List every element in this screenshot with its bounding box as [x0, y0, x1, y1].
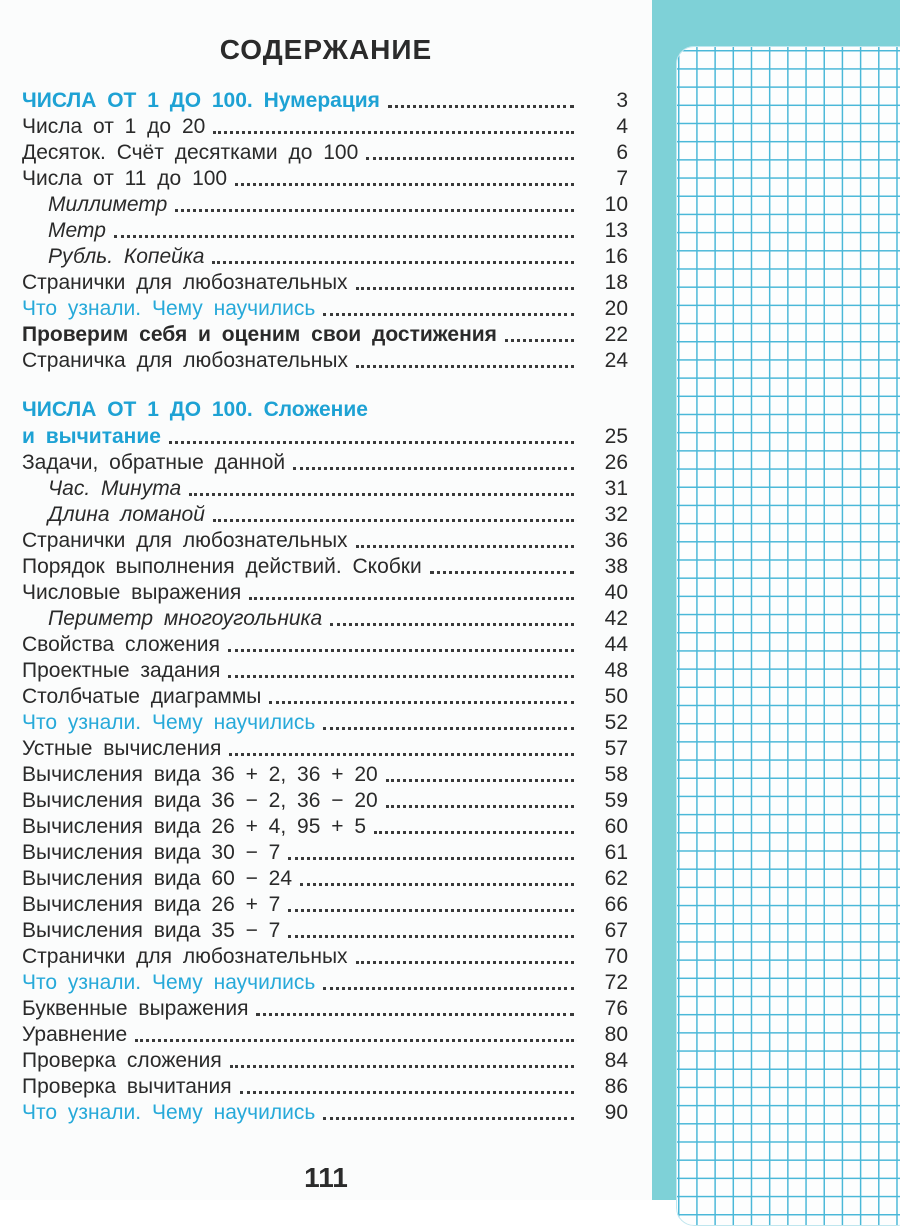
toc-entry-page-number: 57 [604, 737, 628, 760]
dot-leader [189, 493, 574, 496]
dot-leader [228, 675, 574, 678]
dot-leader [386, 779, 574, 782]
dot-leader [228, 649, 574, 652]
dot-leader [288, 909, 574, 912]
toc-entry-page-number: 38 [604, 555, 628, 578]
toc-entry-page-number: 10 [604, 193, 628, 216]
toc-entry-page-number: 42 [604, 607, 628, 630]
toc-entry [48, 192, 628, 218]
dot-leader [374, 831, 574, 834]
toc-entry-page-number: 22 [604, 323, 628, 346]
toc-entry-title: Метр [48, 219, 106, 242]
dot-leader [229, 753, 574, 756]
dot-leader [356, 961, 574, 964]
toc-entry [22, 88, 628, 114]
toc-entry-title: Задачи, обратные данной [22, 451, 286, 474]
toc-entry-page-number: 50 [604, 685, 628, 708]
toc-entry-title: Вычисления вида 36 − 2, 36 − 20 [22, 789, 378, 812]
toc-entry [22, 1074, 628, 1100]
toc-entry [22, 970, 628, 996]
toc-entry-page-number: 24 [604, 349, 628, 372]
dot-leader [288, 857, 574, 860]
toc-entry-page-number: 84 [604, 1049, 628, 1072]
dot-leader [114, 235, 574, 238]
toc-entry-page-number: 40 [604, 581, 628, 604]
dot-leader [240, 1091, 574, 1094]
toc-entry [22, 710, 628, 736]
toc-entry [48, 218, 628, 244]
toc-entry [22, 892, 628, 918]
toc-entry-title: Проектные задания [22, 659, 221, 682]
dot-leader [269, 701, 574, 704]
toc-entry-page-number: 32 [604, 503, 628, 526]
toc-entry-title: Устные вычисления [22, 737, 222, 760]
toc-entry [48, 244, 628, 270]
toc-entry-page-number: 6 [616, 141, 628, 164]
toc-entry-title: Свойства сложения [22, 633, 220, 656]
toc-entry-page-number: 4 [616, 115, 628, 138]
toc-entry-title: Вычисления вида 30 − 7 [22, 841, 281, 864]
toc-entry-title: ЧИСЛА ОТ 1 ДО 100. Нумерация [22, 89, 380, 112]
toc-entry-title: Вычисления вида 35 − 7 [22, 919, 281, 942]
toc-entry-title: Проверка вычитания [22, 1075, 232, 1098]
toc-entry [48, 476, 628, 502]
toc-entry [22, 788, 628, 814]
section-heading-line: ЧИСЛА ОТ 1 ДО 100. Сложение [22, 398, 368, 421]
toc-entry-page-number: 70 [604, 945, 628, 968]
toc-entry-page-number: 3 [616, 89, 628, 112]
dot-leader [300, 883, 574, 886]
toc-entry-title: Проверим себя и оценим свои достижения [22, 323, 497, 346]
toc-entry [22, 554, 628, 580]
toc-entry-page-number: 76 [604, 997, 628, 1020]
toc-entry [22, 580, 628, 606]
toc-entry-page-number: 18 [604, 271, 628, 294]
toc-entry-page-number: 90 [604, 1101, 628, 1124]
toc-entry-title: Странички для любознательных [22, 529, 348, 552]
toc-entry-title: Что узнали. Чему научились [22, 1101, 316, 1124]
dot-leader [249, 597, 574, 600]
toc-entry-title: Порядок выполнения действий. Скобки [22, 555, 422, 578]
toc-entry-page-number: 59 [604, 789, 628, 812]
toc-entry-title: Столбчатые диаграммы [22, 685, 262, 708]
dot-leader [323, 987, 574, 990]
dot-leader [175, 209, 574, 212]
toc-entry [22, 736, 628, 762]
toc-entry-page-number: 31 [604, 477, 628, 500]
toc-entry [22, 114, 628, 140]
toc-entry [22, 840, 628, 866]
toc-entry-title: Что узнали. Чему научились [22, 711, 316, 734]
toc-entry-title: Странички для любознательных [22, 945, 348, 968]
toc-entry-page-number: 26 [604, 451, 628, 474]
toc-entry-page-number: 72 [604, 971, 628, 994]
dot-leader [323, 727, 574, 730]
toc-entry [22, 944, 628, 970]
toc-entry [22, 140, 628, 166]
toc-entry [22, 918, 628, 944]
dot-leader [256, 1013, 574, 1016]
dot-leader [235, 183, 574, 186]
dot-leader [356, 365, 574, 368]
toc-entry-page-number: 36 [604, 529, 628, 552]
toc-entry-title: Десяток. Счёт десятками до 100 [22, 141, 359, 164]
dot-leader [323, 1117, 574, 1120]
toc-entry-title: Вычисления вида 26 + 4, 95 + 5 [22, 815, 367, 838]
toc-entry-title: Уравнение [22, 1023, 128, 1046]
toc-entry [22, 632, 628, 658]
toc-entry-title: Числа от 11 до 100 [22, 167, 228, 190]
dot-leader [386, 805, 574, 808]
toc-entry-title: Проверка сложения [22, 1049, 222, 1072]
dot-leader [356, 545, 574, 548]
dot-leader [430, 571, 574, 574]
toc-entry-page-number: 58 [604, 763, 628, 786]
dot-leader [230, 1065, 574, 1068]
toc-entry-title: Что узнали. Чему научились [22, 297, 316, 320]
toc-entry-page-number: 61 [604, 841, 628, 864]
toc-entry [22, 166, 628, 192]
toc-entry-page-number: 16 [604, 245, 628, 268]
toc-entry-page-number: 20 [604, 297, 628, 320]
toc-entry-title: Страничка для любознательных [22, 349, 348, 372]
toc-entry [48, 606, 628, 632]
toc-entry-title: Рубль. Копейка [48, 245, 205, 268]
toc-entry-title: и вычитание [22, 425, 161, 448]
toc-entry [22, 424, 628, 450]
dot-leader [213, 519, 574, 522]
toc-entry [22, 348, 628, 374]
toc-entry-page-number: 48 [604, 659, 628, 682]
dot-leader [388, 105, 574, 108]
dot-leader [330, 623, 574, 626]
toc-entry [22, 270, 628, 296]
toc-entry-title: Числа от 1 до 20 [22, 115, 206, 138]
toc-entry-title: Час. Минута [48, 477, 182, 500]
toc-entry-title: Вычисления вида 60 − 24 [22, 867, 293, 890]
toc-entry-page-number: 44 [604, 633, 628, 656]
toc-entry [22, 450, 628, 476]
toc-entry [22, 322, 628, 348]
toc-entry-page-number: 62 [604, 867, 628, 890]
toc-entry [22, 528, 628, 554]
toc-entry-page-number: 7 [616, 167, 628, 190]
toc-entry-page-number: 25 [604, 425, 628, 448]
toc-entry [22, 866, 628, 892]
toc-entry-page-number: 52 [604, 711, 628, 734]
toc-entry [22, 296, 628, 322]
page-number: 111 [304, 1162, 348, 1193]
toc-entry [22, 1048, 628, 1074]
toc-entry-title: Что узнали. Чему научились [22, 971, 316, 994]
toc-entry [22, 762, 628, 788]
toc-entry [22, 1100, 628, 1126]
toc-entry [22, 1022, 628, 1048]
toc-entry [22, 814, 628, 840]
toc-entry-title: Периметр многоугольника [48, 607, 323, 630]
page-title: СОДЕРЖАНИЕ [219, 34, 433, 65]
dot-leader [505, 339, 574, 342]
dot-leader [288, 935, 574, 938]
toc-entry [48, 502, 628, 528]
dot-leader [169, 441, 574, 444]
toc-entry-page-number: 86 [604, 1075, 628, 1098]
toc-entry [22, 996, 628, 1022]
toc-entry-title: Числовые выражения [22, 581, 242, 604]
toc-entry-page-number: 60 [604, 815, 628, 838]
toc-entry-title: Странички для любознательных [22, 271, 348, 294]
toc-entry-title: Вычисления вида 26 + 7 [22, 893, 281, 916]
toc-entry [22, 684, 628, 710]
dot-leader [323, 313, 574, 316]
dot-leader [366, 157, 574, 160]
graph-paper-grid [676, 46, 900, 1226]
toc-entry-page-number: 66 [604, 893, 628, 916]
toc-entry-page-number: 67 [604, 919, 628, 942]
toc-entry-title: Миллиметр [48, 193, 168, 216]
dot-leader [212, 261, 574, 264]
toc-entry [22, 658, 628, 684]
toc-entry-page-number: 80 [604, 1023, 628, 1046]
dot-leader [293, 467, 574, 470]
toc-entry-title: Длина ломаной [48, 503, 205, 526]
toc-entry-title: Буквенные выражения [22, 997, 249, 1020]
dot-leader [356, 287, 574, 290]
dot-leader [135, 1039, 574, 1042]
toc-entry-page-number: 13 [604, 219, 628, 242]
toc-entry-title: Вычисления вида 36 + 2, 36 + 20 [22, 763, 378, 786]
dot-leader [213, 131, 574, 134]
